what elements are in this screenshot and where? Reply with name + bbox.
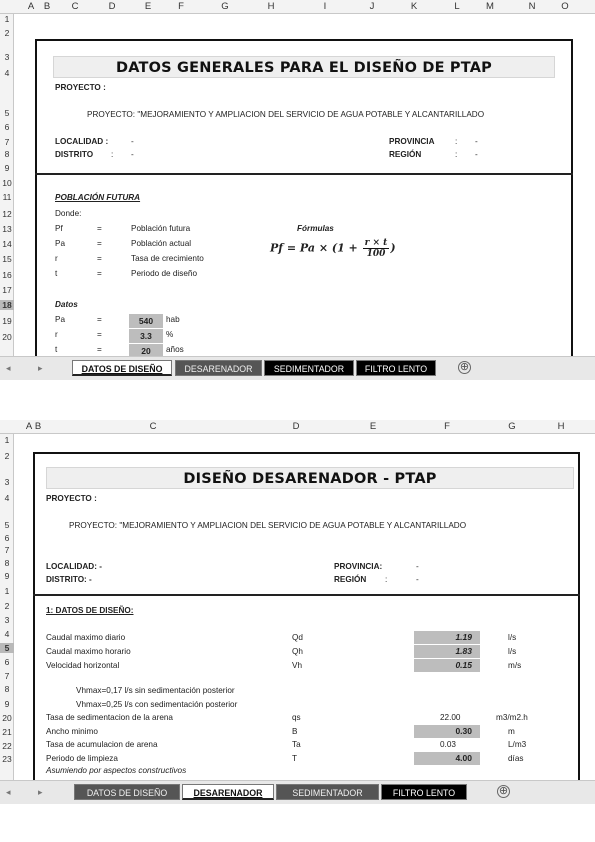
row-header[interactable]: 6 bbox=[4, 533, 10, 543]
row-header[interactable]: 1 bbox=[4, 435, 10, 445]
sheet-tab-1[interactable]: DATOS DE DISEÑO bbox=[72, 360, 172, 376]
proyecto-text: PROYECTO: "MEJORAMIENTO Y AMPLIACION DEL SERVICIO DE AGUA POTABLE Y ALCANTARILLADO bbox=[69, 521, 467, 530]
param-value-cell[interactable]: 1.19 bbox=[414, 631, 480, 644]
param-symbol: Vh bbox=[292, 661, 303, 670]
column-header[interactable]: B bbox=[34, 421, 42, 432]
column-header[interactable]: M bbox=[486, 1, 494, 12]
formula-fraction bbox=[363, 238, 390, 259]
row-header[interactable]: 8 bbox=[4, 149, 10, 159]
provincia-label: PROVINCIA bbox=[389, 137, 435, 146]
param-unit: l/s bbox=[508, 633, 517, 642]
row-header[interactable]: 17 bbox=[2, 285, 12, 295]
provincia-value: - bbox=[416, 562, 419, 571]
column-header[interactable]: G bbox=[508, 421, 516, 432]
spreadsheet-desarenador bbox=[0, 420, 595, 804]
row-header[interactable]: 9 bbox=[4, 163, 10, 173]
row-header[interactable]: 8 bbox=[4, 684, 10, 694]
definition-equals: = bbox=[97, 224, 102, 233]
row-header[interactable]: 7 bbox=[4, 671, 10, 681]
row-header[interactable]: 22 bbox=[2, 741, 12, 751]
proyecto-label: PROYECTO : bbox=[55, 83, 106, 92]
proyecto-text: PROYECTO: "MEJORAMIENTO Y AMPLIACION DEL SERVICIO DE AGUA POTABLE Y ALCANTARILLADO bbox=[87, 110, 485, 119]
column-header[interactable]: K bbox=[410, 1, 418, 12]
param-unit: días bbox=[508, 753, 524, 763]
definition-equals: = bbox=[97, 239, 102, 248]
param-name: Periodo de limpieza bbox=[46, 753, 118, 763]
next-sheet-icon[interactable]: ▸ bbox=[38, 787, 43, 797]
row-header[interactable]: 14 bbox=[2, 239, 12, 249]
proyecto-label: PROYECTO : bbox=[46, 494, 97, 503]
region-value: - bbox=[475, 150, 478, 159]
sheet-tab-4[interactable]: FILTRO LENTO bbox=[356, 360, 436, 376]
datos-symbol: Pa bbox=[55, 315, 66, 324]
definition-symbol: Pf bbox=[55, 224, 63, 233]
sheet-tab-bar bbox=[0, 356, 595, 380]
row-header[interactable]: 6 bbox=[4, 657, 10, 667]
param-value-cell[interactable]: 1.83 bbox=[414, 645, 480, 658]
column-header[interactable]: O bbox=[561, 1, 569, 12]
distrito-label: DISTRITO bbox=[55, 150, 94, 159]
row-header[interactable]: 4 bbox=[4, 629, 10, 639]
sheet-tab-3[interactable]: SEDIMENTADOR bbox=[276, 784, 379, 800]
prev-sheet-icon[interactable]: ◂ bbox=[6, 363, 11, 373]
formula-lhs: Pf = Pa × (1 + bbox=[270, 241, 358, 255]
param-value-cell[interactable]: 0.15 bbox=[414, 659, 480, 672]
column-header[interactable]: H bbox=[267, 1, 275, 12]
spreadsheet-datos-generales bbox=[0, 0, 595, 380]
provincia-value: - bbox=[475, 137, 478, 146]
column-header[interactable]: A bbox=[25, 421, 33, 432]
param-value-cell[interactable]: 0.30 bbox=[414, 725, 480, 738]
form-frame bbox=[33, 452, 580, 780]
sheet-tab-4[interactable]: FILTRO LENTO bbox=[381, 784, 467, 800]
param-name: Ancho minimo bbox=[46, 726, 98, 736]
datos-unit: años bbox=[166, 345, 184, 354]
add-sheet-icon[interactable]: ⊕ bbox=[459, 361, 470, 373]
row-header[interactable]: 5 bbox=[4, 520, 10, 530]
row-header[interactable]: 9 bbox=[4, 699, 10, 709]
column-header[interactable]: C bbox=[149, 421, 157, 432]
column-header[interactable]: B bbox=[43, 1, 51, 12]
sheet-tab-2[interactable]: DESARENADOR bbox=[175, 360, 262, 376]
row-header[interactable]: 3 bbox=[4, 52, 10, 62]
datos-unit: hab bbox=[166, 315, 180, 324]
formula-close: ) bbox=[390, 241, 396, 255]
section-title: POBLACIÓN FUTURA bbox=[55, 193, 141, 202]
datos-label: Datos bbox=[55, 300, 78, 309]
distrito-colon: : bbox=[111, 150, 114, 159]
datos-value-cell[interactable]: 3.3 bbox=[129, 329, 163, 343]
definition-description: Periodo de diseño bbox=[131, 269, 198, 278]
column-header[interactable]: A bbox=[27, 1, 35, 12]
column-header[interactable]: E bbox=[369, 421, 377, 432]
param-name: Caudal maximo horario bbox=[46, 647, 131, 656]
row-header[interactable]: 9 bbox=[4, 571, 10, 581]
localidad-value: - bbox=[131, 137, 134, 146]
donde-label: Donde: bbox=[55, 209, 82, 218]
column-header[interactable]: E bbox=[144, 1, 152, 12]
column-header[interactable]: D bbox=[292, 421, 300, 432]
datos-equals: = bbox=[97, 315, 102, 324]
row-header[interactable]: 7 bbox=[4, 137, 10, 147]
param-symbol: Qd bbox=[292, 633, 303, 642]
sheet-title: DATOS GENERALES PARA EL DISEÑO DE PTAP bbox=[53, 56, 555, 78]
row-headers bbox=[0, 14, 14, 356]
row-header[interactable]: 10 bbox=[2, 178, 12, 188]
vh-note-2: Vhmax=0,25 l/s con sedimentación posterior bbox=[76, 700, 238, 709]
param-unit: m3/m2.h bbox=[496, 713, 528, 722]
row-header[interactable]: 3 bbox=[4, 477, 10, 487]
formula-denominator: 100 bbox=[366, 249, 386, 259]
section-title: 1: DATOS DE DISEÑO: bbox=[46, 606, 134, 615]
column-header[interactable]: L bbox=[454, 1, 460, 12]
param-symbol: T bbox=[292, 753, 298, 763]
provincia-colon: : bbox=[455, 137, 458, 146]
param-name: Tasa de sedimentacion de la arena bbox=[46, 713, 173, 722]
datos-symbol: r bbox=[55, 330, 58, 339]
definition-description: Población futura bbox=[131, 224, 191, 233]
definition-description: Población actual bbox=[131, 239, 192, 248]
row-header[interactable]: 12 bbox=[2, 209, 12, 219]
column-header[interactable]: G bbox=[221, 1, 229, 12]
datos-symbol: t bbox=[55, 345, 58, 354]
column-header[interactable]: D bbox=[108, 1, 116, 12]
row-header[interactable]: 18 bbox=[0, 300, 14, 310]
param-unit: m/s bbox=[508, 661, 522, 670]
datos-equals: = bbox=[97, 345, 102, 354]
sheet-title: DISEÑO DESARENADOR - PTAP bbox=[46, 467, 574, 489]
region-colon: : bbox=[455, 150, 458, 159]
row-header[interactable]: 2 bbox=[4, 601, 10, 611]
param-symbol: Ta bbox=[292, 740, 301, 749]
column-headers bbox=[0, 420, 595, 434]
column-header[interactable]: N bbox=[528, 1, 536, 12]
region-colon: : bbox=[385, 575, 388, 584]
definition-symbol: Pa bbox=[55, 239, 66, 248]
row-header[interactable]: 15 bbox=[2, 254, 12, 264]
add-sheet-icon[interactable]: ⊕ bbox=[498, 785, 509, 797]
row-header[interactable]: 1 bbox=[4, 586, 10, 596]
localidad-text: LOCALIDAD: - bbox=[46, 562, 102, 571]
row-headers bbox=[0, 434, 14, 780]
column-header[interactable]: H bbox=[557, 421, 565, 432]
param-unit: m bbox=[508, 726, 515, 736]
row-header[interactable]: 4 bbox=[4, 68, 10, 78]
sheet-tab-bar bbox=[0, 780, 595, 804]
row-header[interactable]: 5 bbox=[4, 108, 10, 118]
datos-equals: = bbox=[97, 330, 102, 339]
row-header[interactable]: 20 bbox=[2, 713, 12, 723]
definition-symbol: t bbox=[55, 269, 58, 278]
vh-note-1: Vhmax=0,17 l/s sin sedimentación posterior bbox=[76, 686, 235, 695]
row-header[interactable]: 1 bbox=[4, 14, 10, 24]
row-header[interactable]: 2 bbox=[4, 28, 10, 38]
note-text: Asumiendo por aspectos constructivos bbox=[46, 766, 187, 775]
row-header[interactable]: 7 bbox=[4, 545, 10, 555]
localidad-label: LOCALIDAD : bbox=[55, 137, 109, 146]
definition-description: Tasa de crecimiento bbox=[131, 254, 204, 263]
column-header[interactable]: F bbox=[444, 421, 450, 432]
datos-value-cell[interactable]: 20 bbox=[129, 344, 163, 358]
row-header[interactable]: 6 bbox=[4, 122, 10, 132]
param-symbol: qs bbox=[292, 713, 301, 722]
row-header[interactable]: 23 bbox=[2, 754, 12, 764]
param-name: Caudal maximo diario bbox=[46, 633, 126, 642]
distrito-text: DISTRITO: - bbox=[46, 575, 92, 584]
definition-symbol: r bbox=[55, 254, 58, 263]
next-sheet-icon[interactable]: ▸ bbox=[38, 363, 43, 373]
sheet-tab-2[interactable]: DESARENADOR bbox=[182, 784, 274, 800]
section-divider bbox=[35, 173, 573, 175]
row-header[interactable]: 20 bbox=[2, 332, 12, 342]
row-header[interactable]: 13 bbox=[2, 224, 12, 234]
column-headers bbox=[0, 0, 595, 14]
row-header[interactable]: 11 bbox=[2, 192, 12, 202]
region-value: - bbox=[416, 575, 419, 584]
formula-numerator: r × t bbox=[364, 238, 388, 248]
row-header[interactable]: 21 bbox=[2, 727, 12, 737]
column-header[interactable]: F bbox=[178, 1, 184, 12]
row-header[interactable]: 3 bbox=[4, 615, 10, 625]
column-header[interactable]: I bbox=[323, 1, 327, 12]
row-header[interactable]: 4 bbox=[4, 493, 10, 503]
region-label: REGIÓN bbox=[389, 150, 422, 159]
row-header[interactable]: 8 bbox=[4, 558, 10, 568]
formulas-label: Fórmulas bbox=[297, 224, 334, 233]
row-header[interactable]: 2 bbox=[4, 451, 10, 461]
param-value-cell[interactable]: 22.00 bbox=[440, 713, 461, 722]
datos-value-cell[interactable]: 540 bbox=[129, 314, 163, 328]
provincia-label: PROVINCIA: bbox=[334, 562, 383, 571]
row-header[interactable]: 19 bbox=[2, 316, 12, 326]
distrito-value: - bbox=[131, 150, 134, 159]
param-unit: L/m3 bbox=[508, 740, 527, 749]
column-header[interactable]: J bbox=[369, 1, 375, 12]
region-label: REGIÓN bbox=[334, 575, 367, 584]
definition-equals: = bbox=[97, 269, 102, 278]
param-symbol: Qh bbox=[292, 647, 303, 656]
column-header[interactable]: C bbox=[71, 1, 79, 12]
param-symbol: B bbox=[292, 726, 298, 736]
param-name: Velocidad horizontal bbox=[46, 661, 120, 670]
sheet-tab-1[interactable]: DATOS DE DISEÑO bbox=[74, 784, 180, 800]
param-name: Tasa de acumulacion de arena bbox=[46, 740, 158, 749]
section-divider bbox=[33, 594, 580, 596]
datos-unit: % bbox=[166, 330, 174, 339]
definition-equals: = bbox=[97, 254, 102, 263]
param-value-cell[interactable]: 4.00 bbox=[414, 752, 480, 765]
prev-sheet-icon[interactable]: ◂ bbox=[6, 787, 11, 797]
row-header[interactable]: 16 bbox=[2, 270, 12, 280]
param-value-cell[interactable]: 0.03 bbox=[440, 740, 456, 749]
population-formula bbox=[270, 238, 396, 259]
param-unit: l/s bbox=[508, 647, 517, 656]
sheet-tab-3[interactable]: SEDIMENTADOR bbox=[264, 360, 354, 376]
row-header[interactable]: 5 bbox=[0, 643, 14, 653]
